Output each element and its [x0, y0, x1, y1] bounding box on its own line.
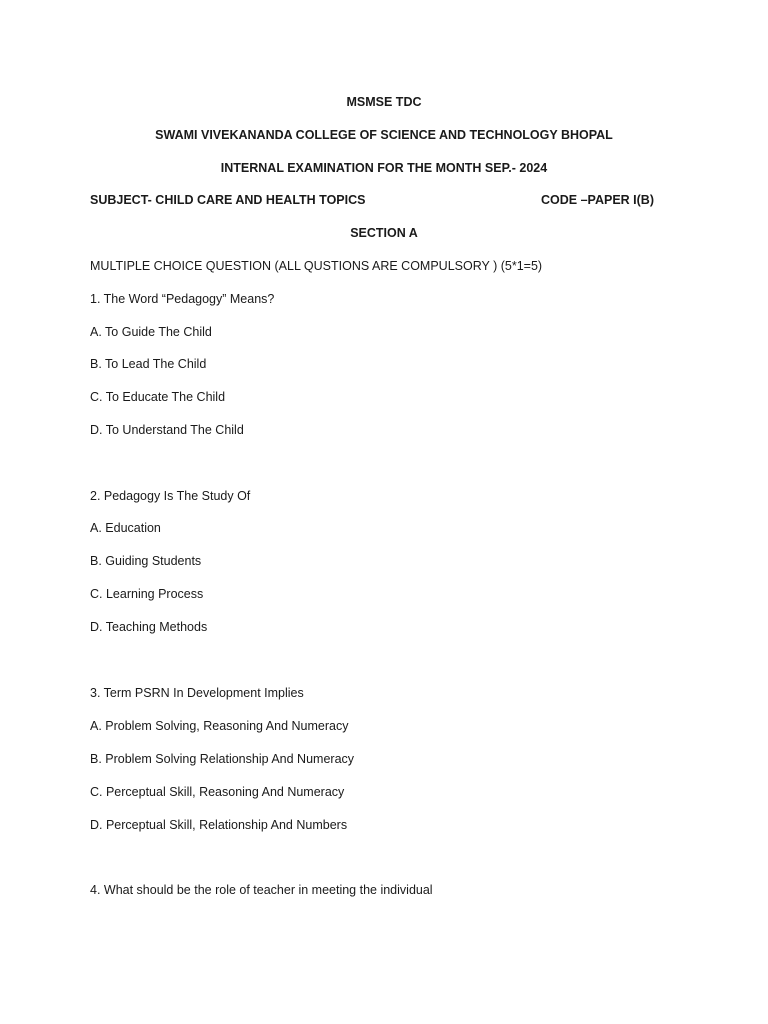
question-2-option-d: D. Teaching Methods [90, 620, 208, 634]
section-heading: SECTION A [350, 226, 418, 240]
question-1: 1. The Word “Pedagogy” Means? [90, 292, 275, 306]
question-2-option-c: C. Learning Process [90, 587, 204, 601]
question-3-option-b: B. Problem Solving Relationship And Numeracy [90, 752, 355, 766]
question-2-option-b: B. Guiding Students [90, 554, 202, 568]
question-3: 3. Term PSRN In Development Implies [90, 686, 304, 700]
question-3-option-a: A. Problem Solving, Reasoning And Numeracy [90, 719, 349, 733]
question-1-option-d: D. To Understand The Child [90, 423, 244, 437]
college-name: SWAMI VIVEKANANDA COLLEGE OF SCIENCE AND TECHNOLOGY BHOPAL [155, 128, 613, 142]
board-title: MSMSE TDC [346, 95, 422, 109]
question-1-option-a: A. To Guide The Child [90, 325, 212, 339]
question-2: 2. Pedagogy Is The Study Of [90, 489, 251, 503]
question-3-option-d: D. Perceptual Skill, Relationship And Numbers [90, 818, 348, 832]
instructions: MULTIPLE CHOICE QUESTION (ALL QUSTIONS ARE COMPULSORY ) (5*1=5) [90, 259, 543, 273]
paper-code: CODE –PAPER I(B) [541, 193, 654, 207]
exam-title: INTERNAL EXAMINATION FOR THE MONTH SEP.- 2024 [220, 161, 548, 175]
question-4: 4. What should be the role of teacher in meeting the individual [90, 883, 433, 897]
question-2-option-a: A. Education [90, 521, 161, 535]
question-1-option-b: B. To Lead The Child [90, 357, 207, 371]
question-3-option-c: C. Perceptual Skill, Reasoning And Numeracy [90, 785, 345, 799]
subject-line: SUBJECT- CHILD CARE AND HEALTH TOPICS [90, 193, 366, 207]
question-1-option-c: C. To Educate The Child [90, 390, 226, 404]
